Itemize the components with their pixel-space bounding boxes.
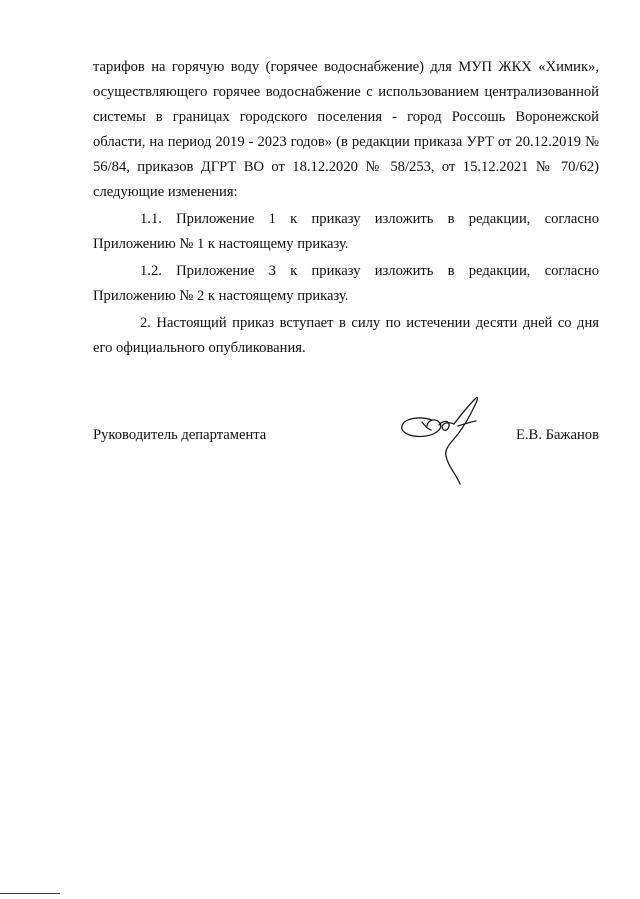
paragraph-item-2: 2. Настоящий приказ вступает в силу по истечении десяти дней со дня его официального опубликования.: [93, 315, 599, 356]
signatory-name: Е.В. Бажанов: [515, 427, 599, 443]
paragraph-item-1-1: 1.1. Приложение 1 к приказу изложить в редакции, согласно Приложению № 1 к настоящему приказу.: [93, 211, 599, 252]
handwritten-signature-icon: [398, 396, 490, 486]
signature-block: [93, 420, 599, 450]
paragraph-continuation: тарифов на горячую воду (горячее водоснабжение) для МУП ЖКХ «Химик», осуществляющего горячее водоснабжение с использованием централизованной системы в границах городского поселения - город Россошь Воронежской области, на период 2019 - 2023 годов» (в редакции приказа УРТ от 20.12.2019 № 56/84, приказов ДГРТ ВО от 18.12.2020 № 58/253, от 15.12.2021 № 70/62) следующие изменения:: [93, 59, 599, 200]
paragraph-item-1-2: 1.2. Приложение 3 к приказу изложить в редакции, согласно Приложению № 2 к настоящему приказу.: [93, 263, 599, 304]
document-body: [93, 55, 599, 361]
page-footer-rule: [0, 893, 60, 894]
signatory-position: Руководитель департамента: [93, 427, 267, 443]
